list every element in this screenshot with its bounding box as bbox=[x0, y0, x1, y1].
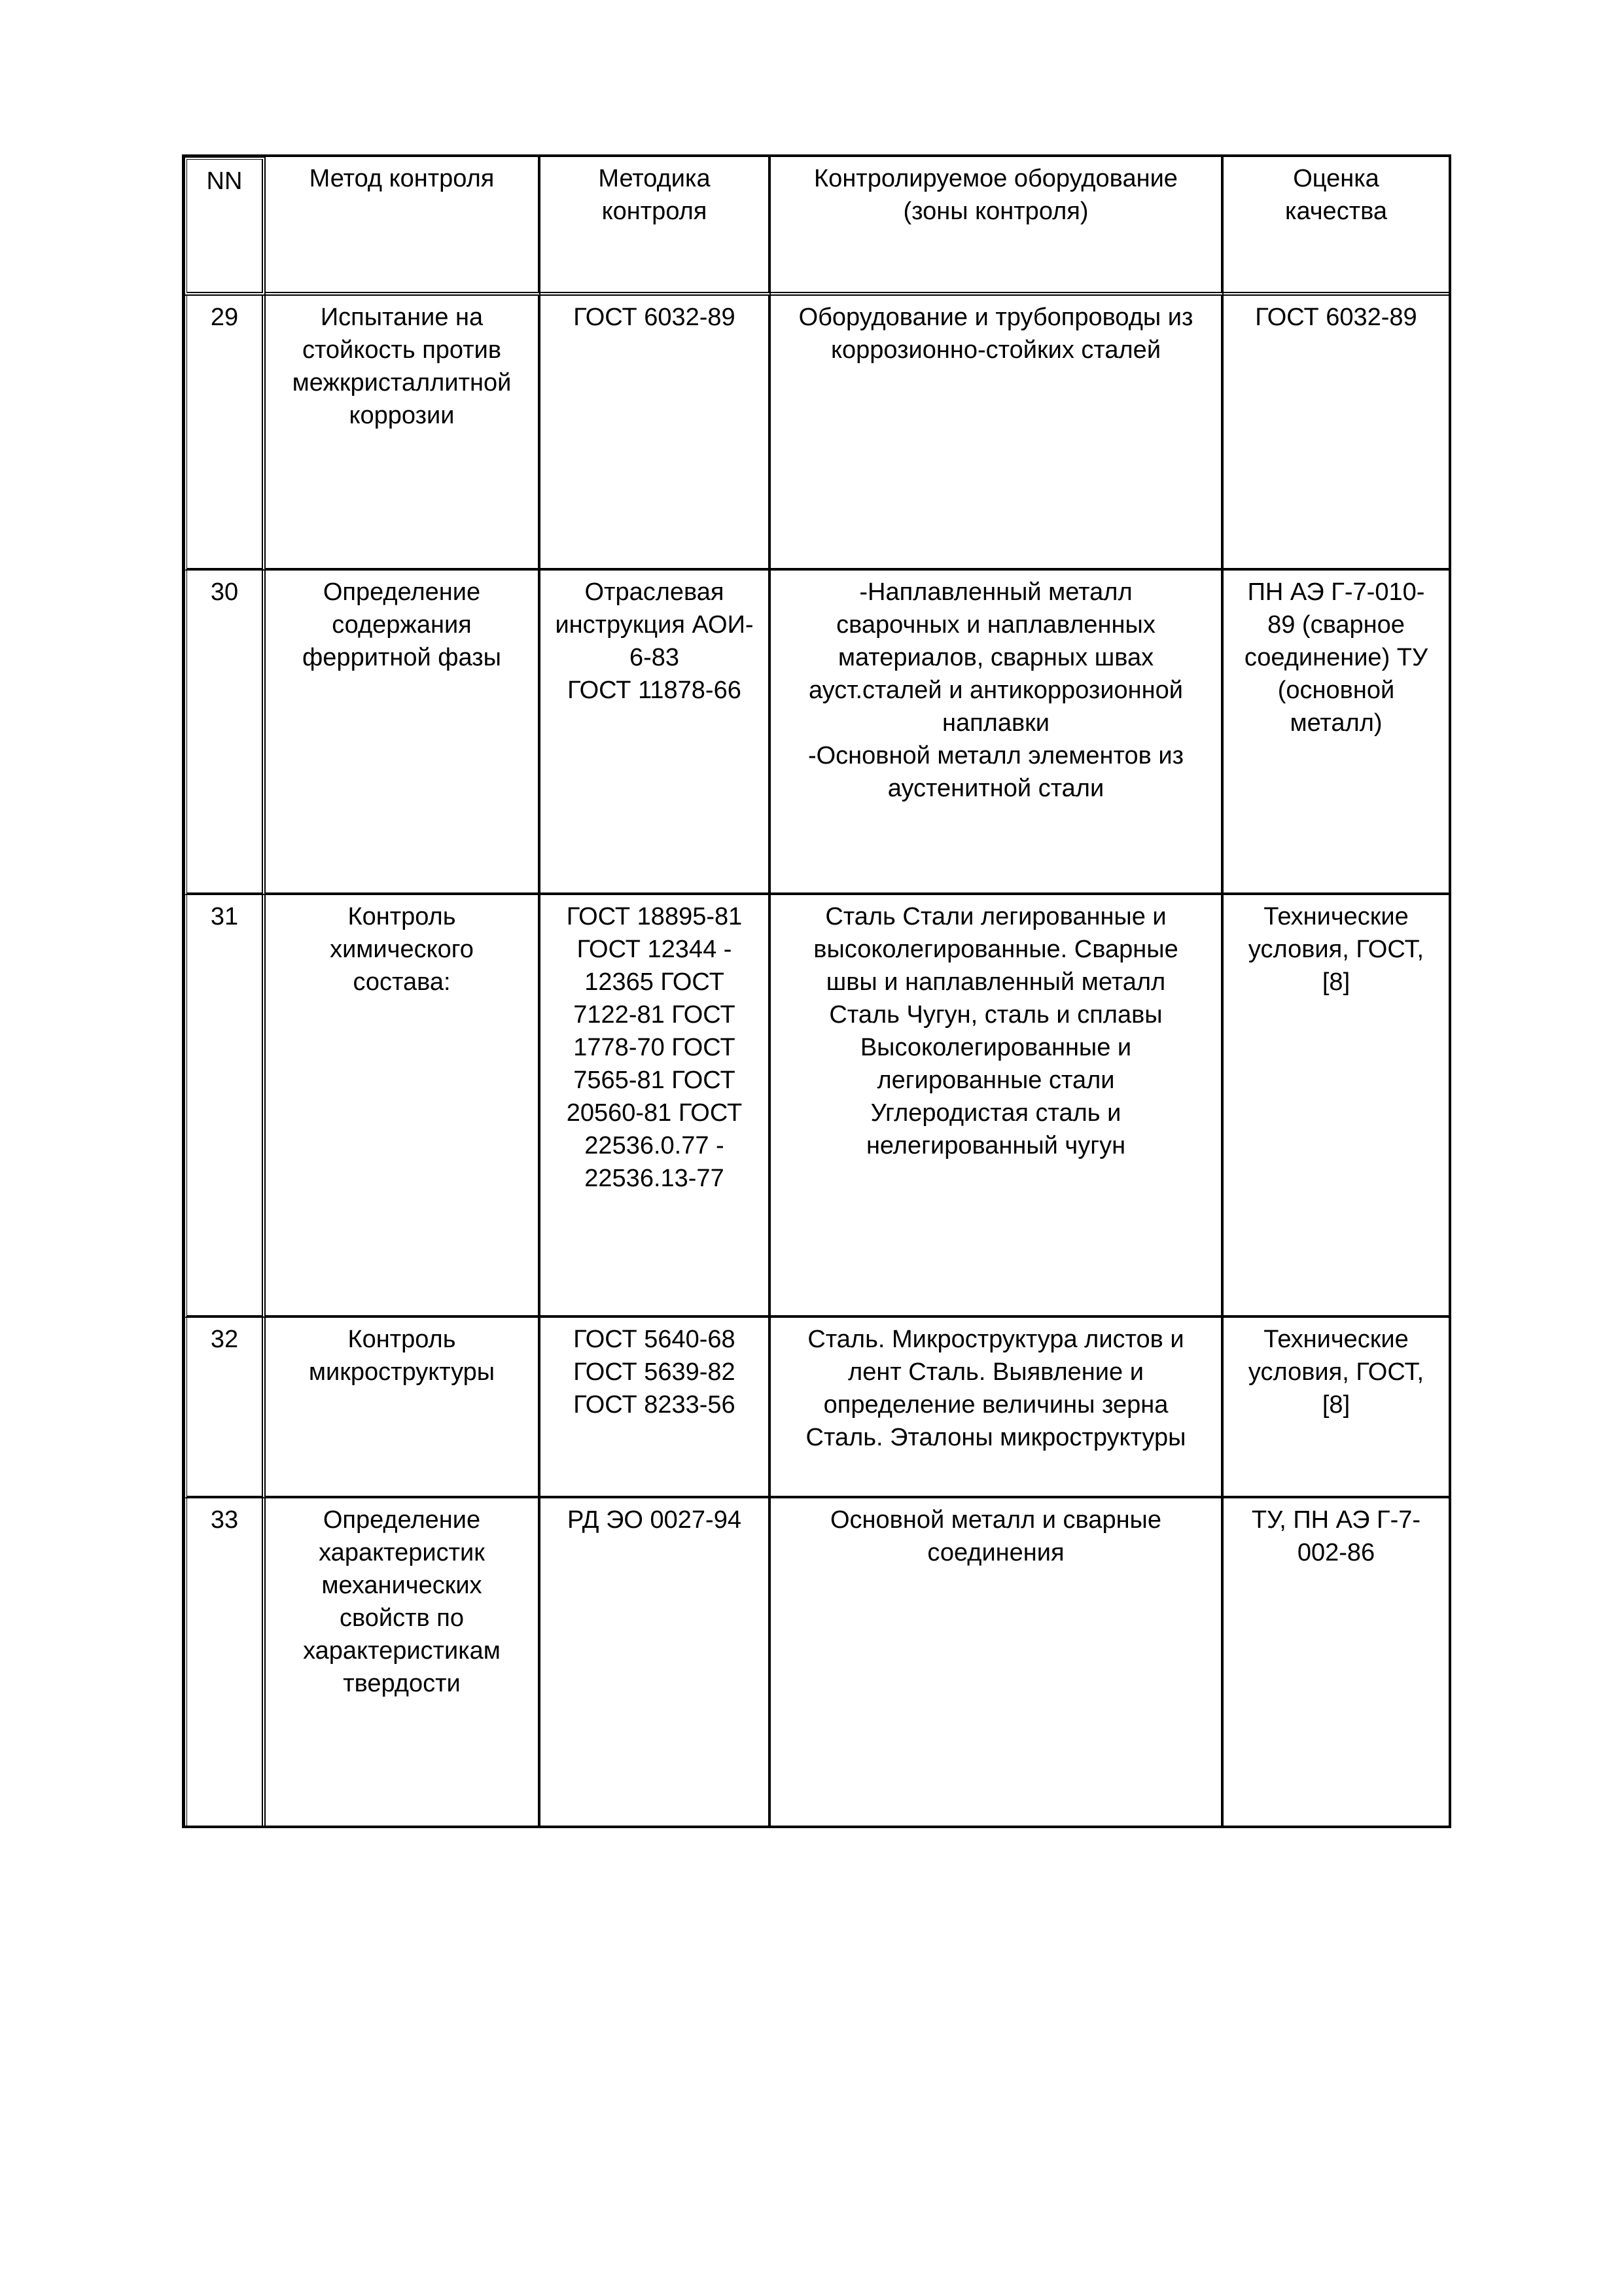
row-assessment: ТУ, ПН АЭ Г-7- 002-86 bbox=[1251, 1506, 1421, 1566]
row-number: 29 bbox=[185, 296, 266, 571]
table-row bbox=[185, 1318, 1449, 1498]
row-procedure: ГОСТ 5640-68 ГОСТ 5639-82 ГОСТ 8233-56 bbox=[540, 1318, 771, 1498]
header-nn: NN bbox=[185, 157, 266, 296]
header-assessment: Оценка качества bbox=[1224, 157, 1449, 296]
row-method: Определение характеристик механических свойств по характеристикам твердости bbox=[266, 1498, 540, 1826]
row-method: Контроль микроструктуры bbox=[266, 1318, 540, 1498]
row-procedure: ГОСТ 18895-81 ГОСТ 12344 - 12365 ГОСТ 7122-81 ГОСТ 1778-70 ГОСТ 7565-81 ГОСТ 20560-81 ГОСТ 22536.0.77 - 22536.13-77 bbox=[540, 895, 771, 1318]
row-assessment: ПН АЭ Г-7-010- 89 (сварное соединение) ТУ (основной металл) bbox=[1224, 571, 1449, 895]
row-procedure: РД ЭО 0027-94 bbox=[540, 1498, 771, 1826]
header-method: Метод контроля bbox=[266, 157, 540, 296]
row-method: Контроль химического состава: bbox=[266, 895, 540, 1318]
row-assessment: Технические условия, ГОСТ, [8] bbox=[1224, 895, 1449, 1318]
row-equipment: Сталь. Микроструктура листов и лент Сталь. Выявление и определение величины зерна Сталь. Эталоны микроструктуры bbox=[771, 1318, 1224, 1498]
row-number: 32 bbox=[185, 1318, 266, 1498]
row-method: Испытание на стойкость против межкристаллитной коррозии bbox=[266, 296, 540, 571]
header-equipment: Контролируемое оборудование (зоны контроля) bbox=[771, 157, 1224, 296]
row-assessment: Технические условия, ГОСТ, [8] bbox=[1224, 1318, 1449, 1498]
row-equipment: Основной металл и сварные соединения bbox=[771, 1498, 1224, 1826]
row-equipment: Оборудование и трубопроводы из коррозионно-стойких сталей bbox=[771, 296, 1224, 571]
row-number: 33 bbox=[185, 1498, 266, 1826]
row-method: Определение содержания ферритной фазы bbox=[266, 571, 540, 895]
row-procedure: ГОСТ 6032-89 bbox=[540, 296, 771, 571]
row-number: 30 bbox=[185, 571, 266, 895]
row-number: 31 bbox=[185, 895, 266, 1318]
table-row bbox=[185, 296, 1449, 571]
row-equipment: -Наплавленный металл сварочных и наплавленных материалов, сварных швах ауст.сталей и антикоррозионной наплавки -Основной металл элементов из аустенитной стали bbox=[771, 571, 1224, 895]
row-assessment: ГОСТ 6032-89 bbox=[1224, 296, 1449, 571]
table-row bbox=[185, 1498, 1449, 1826]
quality-control-table bbox=[182, 154, 1451, 1828]
table-header-row bbox=[185, 157, 1449, 296]
table-row bbox=[185, 895, 1449, 1318]
row-procedure: Отраслевая инструкция АОИ- 6-83 ГОСТ 11878-66 bbox=[540, 571, 771, 895]
table-row bbox=[185, 571, 1449, 895]
header-procedure: Методика контроля bbox=[540, 157, 771, 296]
row-equipment: Сталь Стали легированные и высоколегированные. Сварные швы и наплавленный металл Сталь Чугун, сталь и сплавы Высоколегированные и легированные стали Углеродистая сталь и нелегированный чугун bbox=[771, 895, 1224, 1318]
